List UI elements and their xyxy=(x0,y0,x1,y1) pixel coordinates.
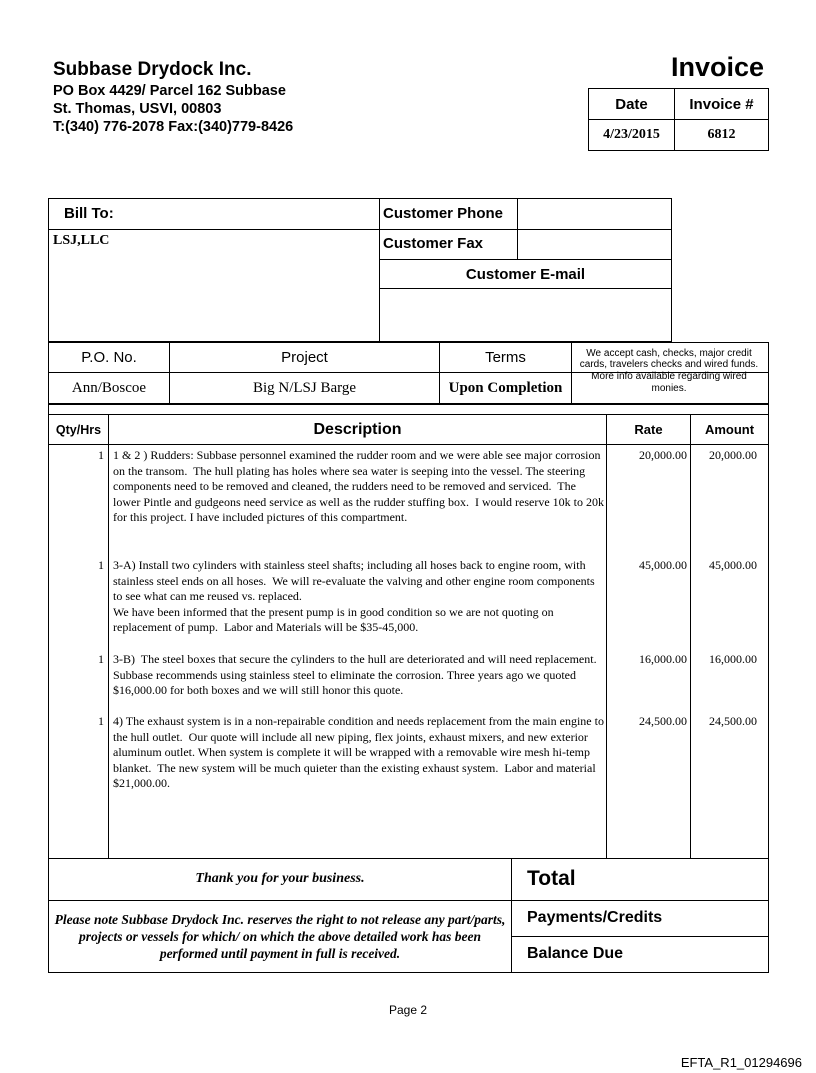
item-amount: 24,500.00 xyxy=(709,714,757,728)
billing-box xyxy=(48,198,672,342)
payment-methods-note: We accept cash, checks, major credit cards, travelers checks and wired funds. More info available regarding wired monies. xyxy=(579,347,759,394)
document-id: EFTA_R1_01294696 xyxy=(680,1055,802,1070)
bill-to-label: Bill To: xyxy=(64,205,114,222)
invoice-title: Invoice xyxy=(670,52,764,82)
bill-to-value: LSJ,LLC xyxy=(53,233,110,248)
company-name: Subbase Drydock Inc. xyxy=(53,59,252,80)
project-value: Big N/LSJ Barge xyxy=(252,379,357,396)
item-rate: 16,000.00 xyxy=(639,652,687,666)
balance-due-label: Balance Due xyxy=(527,945,624,962)
item-description: 1 & 2 ) Rudders: Subbase personnel examined the rudder room and we were able see major corrosion on the transom. The hull plating has holes where sea water is seeping into the vessel. The steering components need to be removed and cleaned, the rudders need to be removed and serviced. The lower Pintle and gudgeons need service as well as the rudder stuffing box. I would reserve 10k to 20k for this project. I have included pictures of this compartment. xyxy=(113,448,607,525)
col-header-amount: Amount xyxy=(704,422,755,437)
col-header-description: Description xyxy=(313,420,402,438)
release-policy-note: Please note Subbase Drydock Inc. reserves the right to not release any part/parts, projects or vessels for which/ on which the above detailed work has been performed until payment in full is received. xyxy=(54,911,506,961)
invoice-number-label: Invoice # xyxy=(689,95,754,113)
company-phone-fax: T:(340) 776-2078 Fax:(340)779-8426 xyxy=(53,119,294,135)
item-rate: 20,000.00 xyxy=(639,448,687,462)
item-description: 3-A) Install two cylinders with stainless steel shafts; including all hoses back to engine room, with stainless steel ends on all hoses. We will re-evaluate the valving and other engine room components to see what can me reused vs. replaced. We have been informed that the present pump is in good condition so we are not quoting on replacement of pump. Labor and Materials will be $35-45,000. xyxy=(113,558,595,635)
project-label: Project xyxy=(281,349,328,366)
date-label: Date xyxy=(615,95,648,113)
item-description: 3-B) The steel boxes that secure the cylinders to the hull are deteriorated and will need replacement. Subbase recommends using stainless steel to eliminate the corrosion. Three years ago we quoted $16,000.00 for both boxes and we will still honor this quote. xyxy=(113,652,603,698)
order-info-box xyxy=(48,342,769,404)
item-qty: 1 xyxy=(98,448,104,462)
totals-box xyxy=(48,858,769,973)
payments-credits-label: Payments/Credits xyxy=(527,909,663,926)
item-qty: 1 xyxy=(98,652,104,666)
invoice-info-box xyxy=(588,88,769,151)
customer-email-label: Customer E-mail xyxy=(465,265,586,283)
item-amount: 20,000.00 xyxy=(709,448,757,462)
terms-value: Upon Completion xyxy=(448,379,563,396)
col-header-rate: Rate xyxy=(634,422,663,437)
customer-fax-label: Customer Fax xyxy=(383,235,484,252)
company-address-line2: St. Thomas, USVI, 00803 xyxy=(53,101,222,117)
customer-phone-label: Customer Phone xyxy=(383,205,504,222)
item-rate: 24,500.00 xyxy=(639,714,687,728)
po-number-value: Ann/Boscoe xyxy=(71,379,147,396)
po-number-label: P.O. No. xyxy=(81,349,137,366)
item-qty: 1 xyxy=(98,714,104,728)
item-rate: 45,000.00 xyxy=(639,558,687,572)
col-header-qty: Qty/Hrs xyxy=(55,422,102,437)
item-description: 4) The exhaust system is in a non-repairable condition and needs replacement from the main engine to the hull outlet. Our quote will include all new piping, flex joints, exhaust mixers, and new exterior aluminum outlet. When system is complete it will be wrapped with a removable wire mesh hi-temp blanket. The new system will be much quieter than the existing exhaust system. Labor and material $21,000.00. xyxy=(113,714,607,791)
invoice-number: 6812 xyxy=(707,127,736,142)
company-address-line1: PO Box 4429/ Parcel 162 Subbase xyxy=(53,83,286,99)
invoice-date: 4/23/2015 xyxy=(603,127,660,142)
items-table xyxy=(48,404,769,859)
terms-label: Terms xyxy=(485,349,526,366)
page-number: Page 2 xyxy=(388,1003,428,1017)
item-amount: 16,000.00 xyxy=(709,652,757,666)
item-amount: 45,000.00 xyxy=(709,558,757,572)
item-qty: 1 xyxy=(98,558,104,572)
total-label: Total xyxy=(527,867,576,890)
thank-you-note: Thank you for your business. xyxy=(195,871,365,886)
